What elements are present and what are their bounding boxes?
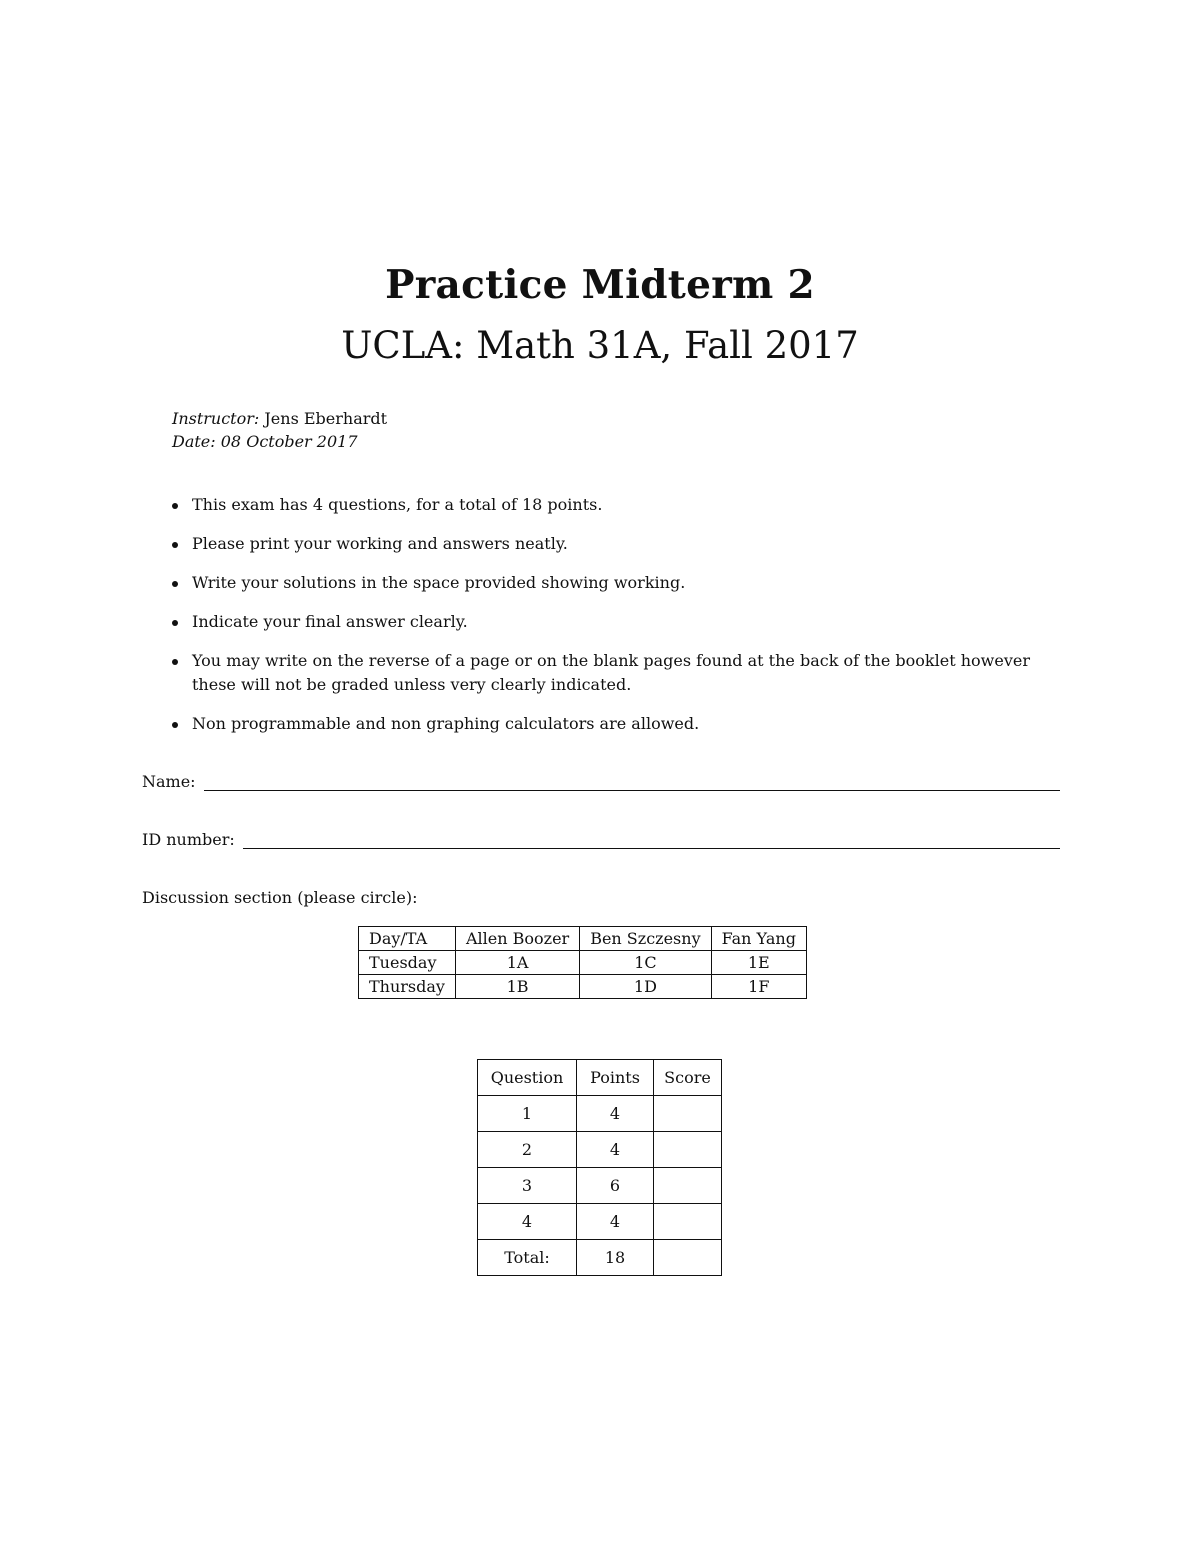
total-points-cell: 18 [577, 1240, 654, 1276]
table-header-row [478, 1060, 722, 1096]
score-cell[interactable] [654, 1168, 722, 1204]
section-cell[interactable]: 1D [580, 975, 711, 999]
table-header-cell: Score [654, 1060, 722, 1096]
id-number-field[interactable] [243, 834, 1060, 849]
table-row [478, 1204, 722, 1240]
section-cell[interactable]: 1F [711, 975, 806, 999]
score-table [477, 1059, 722, 1276]
table-header-cell: Points [577, 1060, 654, 1096]
table-header-cell: Day/TA [359, 927, 456, 951]
instruction-item: Write your solutions in the space provided showing working. [170, 571, 1070, 595]
bullet-icon [172, 542, 178, 548]
date-line [172, 431, 358, 453]
table-row [478, 1096, 722, 1132]
section-cell[interactable]: 1E [711, 951, 806, 975]
score-cell[interactable] [654, 1204, 722, 1240]
name-field[interactable] [204, 776, 1060, 791]
question-cell: 2 [478, 1132, 577, 1168]
score-cell[interactable] [654, 1096, 722, 1132]
points-cell: 6 [577, 1168, 654, 1204]
table-header-cell: Allen Boozer [455, 927, 579, 951]
discussion-section-label: Discussion section (please circle): [142, 888, 418, 907]
instruction-item: Non programmable and non graphing calculators are allowed. [170, 712, 1070, 736]
table-header-cell: Fan Yang [711, 927, 806, 951]
table-cell: Tuesday [359, 951, 456, 975]
id-number-label: ID number: [142, 830, 235, 849]
score-cell[interactable] [654, 1132, 722, 1168]
bullet-icon [172, 581, 178, 587]
discussion-section-table [358, 926, 807, 999]
bullet-icon [172, 659, 178, 665]
name-field-row [142, 772, 1060, 791]
table-header-cell: Question [478, 1060, 577, 1096]
bullet-icon [172, 620, 178, 626]
table-header-row [359, 927, 807, 951]
instruction-item: Indicate your final answer clearly. [170, 610, 1070, 634]
date-label: Date: [172, 432, 216, 451]
id-field-row [142, 830, 1060, 849]
course-subtitle: UCLA: Math 31A, Fall 2017 [341, 324, 859, 367]
exam-title: Practice Midterm 2 [385, 262, 815, 308]
table-cell: Thursday [359, 975, 456, 999]
question-cell: 3 [478, 1168, 577, 1204]
table-total-row [478, 1240, 722, 1276]
table-row [359, 975, 807, 999]
question-cell: 4 [478, 1204, 577, 1240]
total-score-cell[interactable] [654, 1240, 722, 1276]
table-row [359, 951, 807, 975]
instructions-list [170, 493, 1070, 751]
instruction-item: This exam has 4 questions, for a total of 18 points. [170, 493, 1070, 517]
section-cell[interactable]: 1B [455, 975, 579, 999]
instructor-line [172, 408, 387, 430]
points-cell: 4 [577, 1132, 654, 1168]
table-header-cell: Ben Szczesny [580, 927, 711, 951]
table-row [478, 1132, 722, 1168]
instructor-name: Jens Eberhardt [264, 409, 388, 428]
question-cell: 1 [478, 1096, 577, 1132]
instruction-item: Please print your working and answers neatly. [170, 532, 1070, 556]
section-cell[interactable]: 1C [580, 951, 711, 975]
table-row [478, 1168, 722, 1204]
instruction-item: You may write on the reverse of a page or on the blank pages found at the back of the booklet however these will not be graded unless very clearly indicated. [170, 649, 1070, 697]
points-cell: 4 [577, 1204, 654, 1240]
bullet-icon [172, 503, 178, 509]
points-cell: 4 [577, 1096, 654, 1132]
name-label: Name: [142, 772, 196, 791]
section-cell[interactable]: 1A [455, 951, 579, 975]
instructor-label: Instructor: [172, 409, 260, 428]
total-label-cell: Total: [478, 1240, 577, 1276]
bullet-icon [172, 722, 178, 728]
date-value: 08 October 2017 [220, 432, 358, 451]
